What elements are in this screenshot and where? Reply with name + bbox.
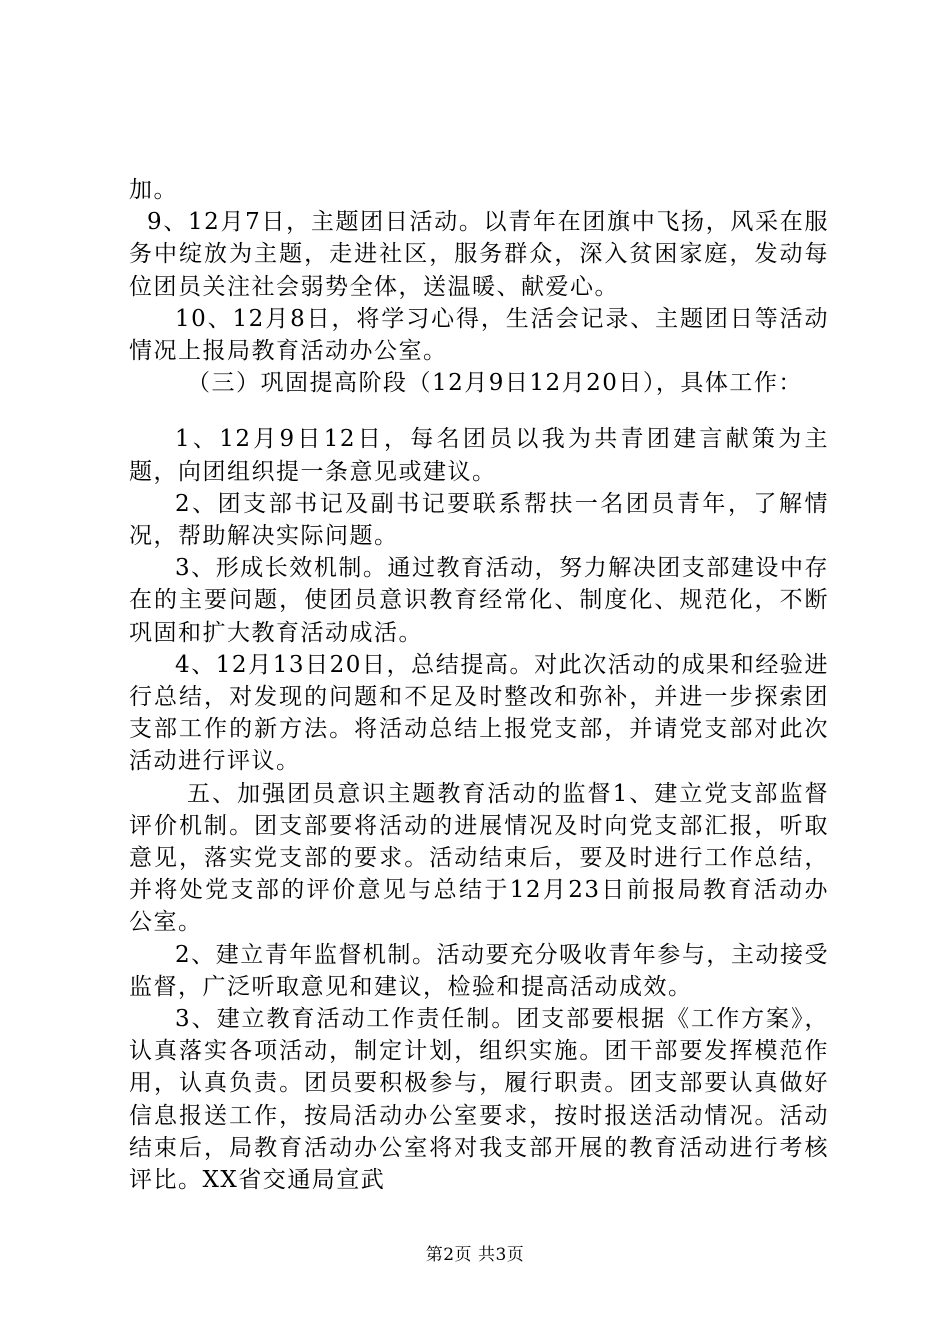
paragraph-item-4: 4、12月13日20日，总结提高。对此次活动的成果和经验进行总结，对发现的问题和不足及时整改和弥补，并进一步探索团支部工作的新方法。将活动总结上报党支部，并请党支部对此次活动进行评议。 [129,651,829,775]
paragraph-continuation: 加。 [129,177,178,203]
paragraph-item-10: 10、12月8日，将学习心得，生活会记录、主题团日等活动情况上报局教育活动办公室。 [129,305,829,365]
paragraph-item-1: 1、12月9日12日，每名团员以我为共青团建言献策为主题，向团组织提一条意见或建议。 [129,426,829,485]
paragraph-item-2: 2、团支部书记及副书记要联系帮扶一名团员青年，了解情况，帮助解决实际问题。 [129,490,829,550]
paragraph-supervision-3: 3、建立教育活动工作责任制。团支部要根据《工作方案》，认真落实各项活动，制定计划，组织实施。团干部要发挥模范作用，认真负责。团员要积极参与，履行职责。团支部要认真做好信息报送工作，按局活动办公室要求，按时报送活动情况。活动结束后，局教育活动办公室将对我支部开展的教育活动进行考核评比。XX省交通局宣武 [129,1006,829,1194]
document-body [129,174,829,1196]
paragraph-item-9: 9、12月7日，主题团日活动。以青年在团旗中飞扬，风采在服务中绽放为主题，走进社区，服务群众，深入贫困家庭，发动每位团员关注社会弱势全体，送温暖、献爱心。 [129,209,829,300]
section-heading-consolidation: （三）巩固提高阶段（12月9日12月20日），具体工作： [187,370,803,397]
paragraph-supervision-2: 2、建立青年监督机制。活动要充分吸收青年参与，主动接受监督，广泛听取意见和建议，检验和提高活动成效。 [129,941,829,1000]
page-number-footer: 第2页 共3页 [425,1245,525,1265]
paragraph-item-3: 3、形成长效机制。通过教育活动，努力解决团支部建设中存在的主要问题，使团员意识教育经常化、制度化、规范化，不断巩固和扩大教育活动成活。 [129,555,829,646]
section-heading-supervision: 五、加强团员意识主题教育活动的监督1、建立党支部监督评价机制。团支部要将活动的进展情况及时向党支部汇报，听取意见，落实党支部的要求。活动结束后，要及时进行工作总结，并将处党支部的评价意见与总结于12月23日前报局教育活动办公室。 [129,780,829,936]
